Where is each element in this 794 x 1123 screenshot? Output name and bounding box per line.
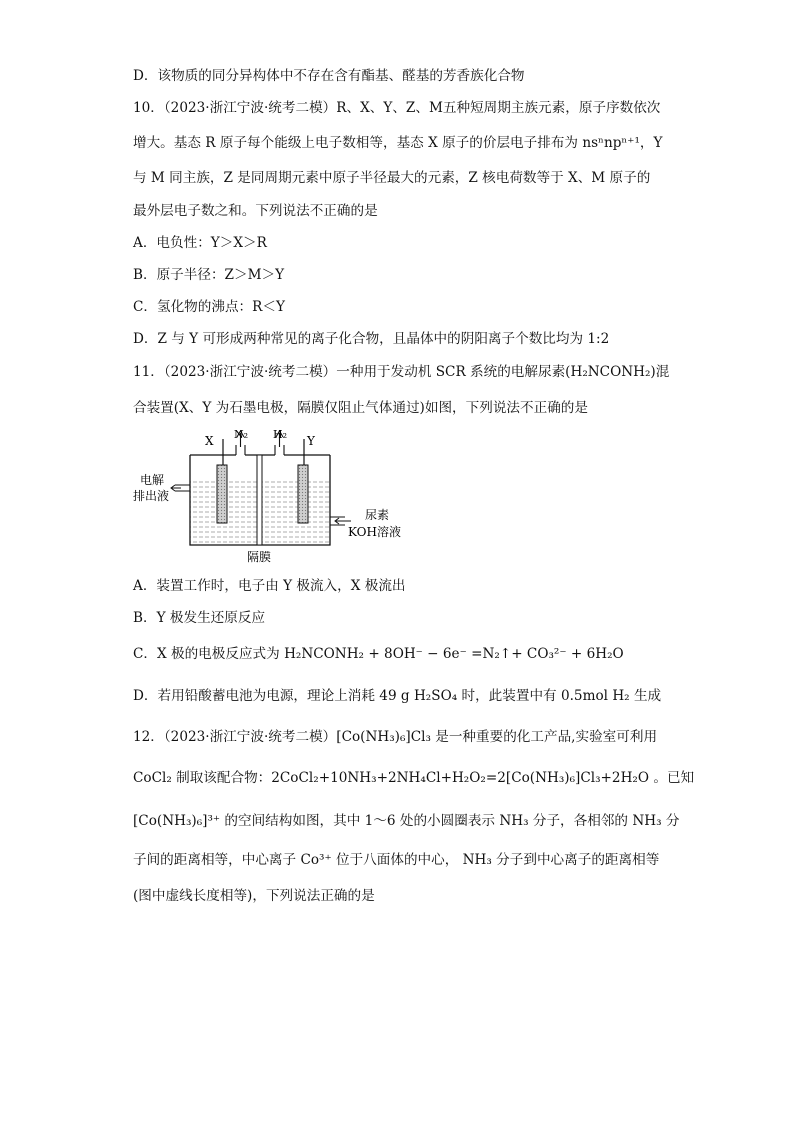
label-inflow-line2: KOH溶液 [348, 525, 401, 539]
q10-stem-line-4: 最外层电子数之和。下列说法不正确的是 [133, 203, 378, 219]
q10-option-c: C．氢化物的沸点：R＜Y [133, 299, 285, 315]
label-membrane: 隔膜 [247, 550, 272, 564]
q11-option-b: B．Y 极发生还原反应 [133, 610, 266, 626]
q10-option-a: A．电负性：Y＞X＞R [133, 235, 267, 251]
label-outflow-line2: 排出液 [133, 489, 170, 503]
label-outflow-line1: 电解 [140, 473, 165, 487]
label-x: X [205, 434, 214, 448]
q12-stem-line-2: CoCl₂ 制取该配合物：2CoCl₂+10NH₃+2NH₄Cl+H₂O₂=2[Co(NH₃)₆]Cl₃+2H₂O 。已知 [133, 770, 695, 786]
label-inflow-line1: 尿素 [365, 508, 390, 522]
q11-stem-line-2: 合装置(X、Y 为石墨电极，隔膜仅阻止气体通过)如图，下列说法不正确的是 [133, 400, 588, 416]
q10-option-d: D．Z 与 Y 可形成两种常见的离子化合物，且晶体中的阴阳离子个数比均为 1:2 [133, 331, 610, 347]
q11-option-c: C．X 极的电极反应式为 H₂NCONH₂ + 8OH⁻ − 6e⁻ =N₂↑+ CO₃²⁻ + 6H₂O [133, 646, 624, 662]
q12-stem-line-4: 子间的距离相等，中心离子 Co³⁺ 位于八面体的中心， NH₃ 分子到中心离子的距离相等 [133, 852, 660, 868]
label-y: Y [307, 434, 315, 448]
inflow-arrow [335, 518, 351, 524]
q12-stem-line-3: [Co(NH₃)₆]³⁺ 的空间结构如图，其中 1～6 处的小圆圈表示 NH₃ 分子，各相邻的 NH₃ 分 [133, 813, 680, 829]
label-h2: H₂ [273, 428, 288, 441]
electrolysis-apparatus-diagram [133, 425, 433, 570]
electrode-y [298, 465, 308, 523]
q9-option-d: D．该物质的同分异构体中不存在含有酯基、醛基的芳香族化合物 [133, 68, 525, 84]
q10-stem-line-3: 与 M 同主族，Z 是同周期元素中原子半径最大的元素，Z 核电荷数等于 X、M 原子的 [133, 170, 651, 186]
q10-option-b: B．原子半径：Z＞M＞Y [133, 267, 285, 283]
q11-stem-line-1: 11．（2023·浙江宁波·统考二模）一种用于发动机 SCR 系统的电解尿素(H₂NCONH₂)混 [133, 364, 670, 380]
q11-option-a: A．装置工作时，电子由 Y 极流入，X 极流出 [133, 578, 406, 594]
q10-stem-line-1: 10．（2023·浙江宁波·统考二模）R、X、Y、Z、M五种短周期主族元素，原子序数依次 [133, 100, 661, 116]
label-n2: N₂ [234, 428, 249, 441]
q12-stem-line-5: (图中虚线长度相等)，下列说法正确的是 [133, 888, 375, 904]
q10-stem-line-2: 增大。基态 R 原子每个能级上电子数相等，基态 X 原子的价层电子排布为 nsⁿnpⁿ⁺¹，Y [133, 135, 663, 151]
electrode-x [217, 465, 227, 523]
q12-stem-line-1: 12．（2023·浙江宁波·统考二模）[Co(NH₃)₆]Cl₃ 是一种重要的化工产品,实验室可利用 [133, 729, 658, 745]
q11-option-d: D．若用铅酸蓄电池为电源，理论上消耗 49 g H₂SO₄ 时，此装置中有 0.5mol H₂ 生成 [133, 688, 662, 704]
membrane [257, 455, 262, 545]
outflow-arrow [171, 485, 181, 491]
